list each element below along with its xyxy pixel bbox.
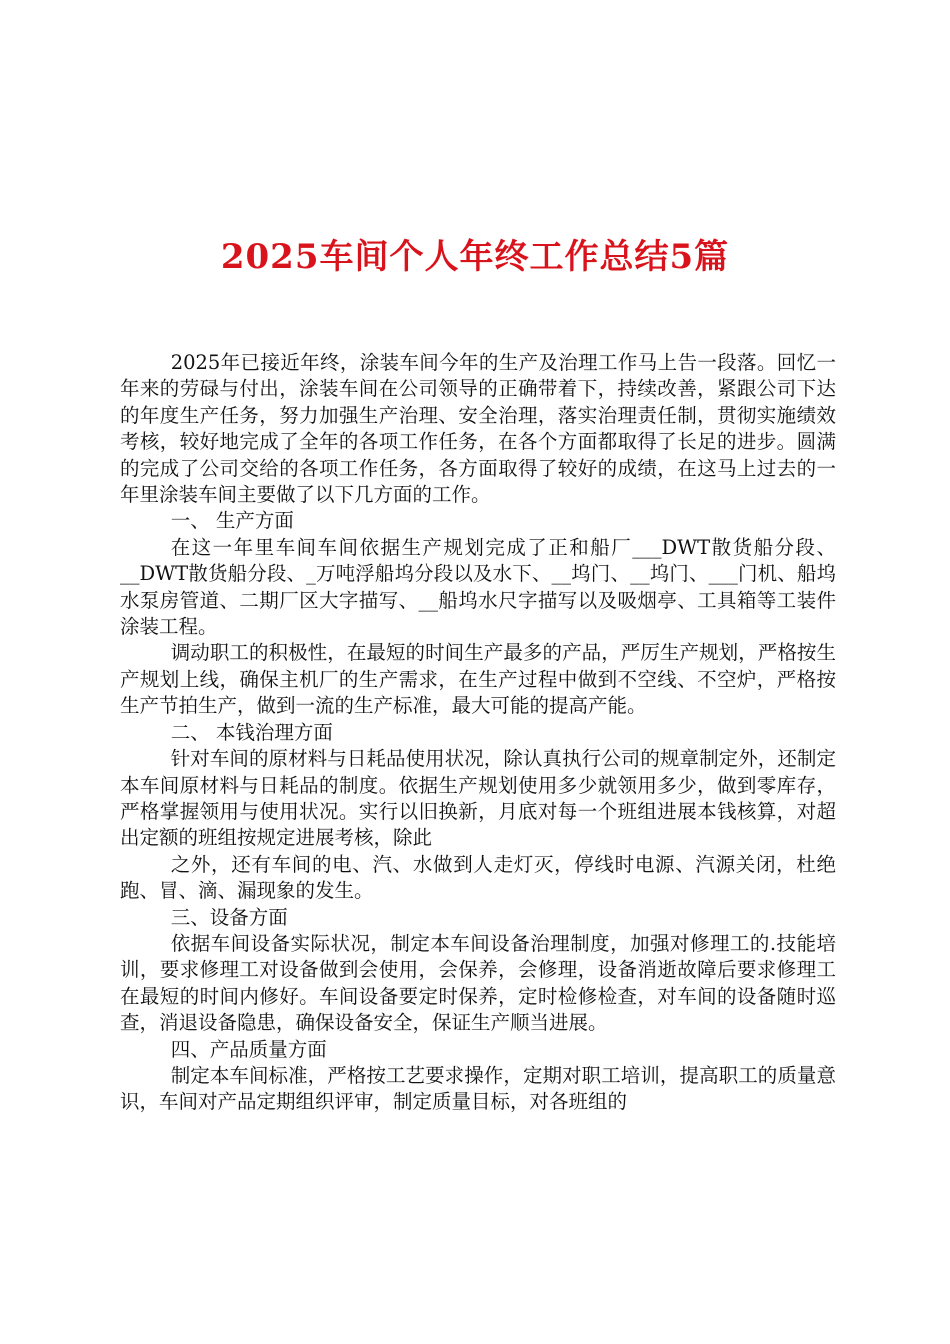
section-heading-equipment: 三、设备方面: [170, 905, 288, 929]
paragraph-equipment: 依据车间设备实际状况，制定本车间设备治理制度，加强对修理工的.技能培训，要求修理工对设备做到会使用，会保养，会修理，设备消逝故障后要求修理工在最短的时间内修好。车间设备要定时保养，定时检修检查，对车间的设备随时巡查，消退设备隐患，确保设备安全，保证生产顺当进展。: [120, 931, 836, 1035]
paragraph-production-1: 在这一年里车间车间依据生产规划完成了正和船厂___DWT散货船分段、__DWT散货船分段、_万吨浮船坞分段以及水下、__坞门、__坞门、___门机、船坞水泵房管道、二期厂区大字描写、__船坞水尺字描写以及吸烟亭、工具箱等工装件涂装工程。: [120, 535, 836, 639]
paragraph-quality: 制定本车间标准，严格按工艺要求操作，定期对职工培训，提高职工的质量意识，车间对产品定期组织评审，制定质量目标，对各班组的: [120, 1063, 836, 1114]
paragraph-intro: 2025年已接近年终，涂装车间今年的生产及治理工作马上告一段落。回忆一年来的劳碌与付出，涂装车间在公司领导的正确带着下，持续改善，紧跟公司下达的年度生产任务，努力加强生产治理、安全治理，落实治理责任制，贯彻实施绩效考核，较好地完成了全年的各项工作任务，在各个方面都取得了长足的进步。圆满的完成了公司交给的各项工作任务，各方面取得了较好的成绩，在这马上过去的一年里涂装车间主要做了以下几方面的工作。: [120, 351, 836, 507]
section-heading-production: 一、 生产方面: [170, 509, 294, 533]
paragraph-production-2: 调动职工的积极性，在最短的时间生产最多的产品，严厉生产规划，严格按生产规划上线，确保主机厂的生产需求，在生产过程中做到不空线、不空炉，严格按生产节拍生产，做到一流的生产标准，最大可能的提高产能。: [120, 641, 836, 718]
document-title: 2025车间个人年终工作总结5篇: [220, 236, 730, 277]
paragraph-cost-2: 之外，还有车间的电、汽、水做到人走灯灭，停线时电源、汽源关闭，杜绝跑、冒、滴、漏现象的发生。: [120, 852, 836, 903]
document-body: [120, 350, 836, 1116]
section-heading-quality: 四、产品质量方面: [170, 1037, 327, 1061]
paragraph-cost-1: 针对车间的原材料与日耗品使用状况，除认真执行公司的规章制定外，还制定本车间原材料与日耗品的制度。依据生产规划使用多少就领用多少，做到零库存，严格掌握领用与使用状况。实行以旧换新，月底对每一个班组进展本钱核算，对超出定额的班组按规定进展考核，除此: [120, 747, 836, 850]
section-heading-cost: 二、 本钱治理方面: [170, 720, 333, 744]
